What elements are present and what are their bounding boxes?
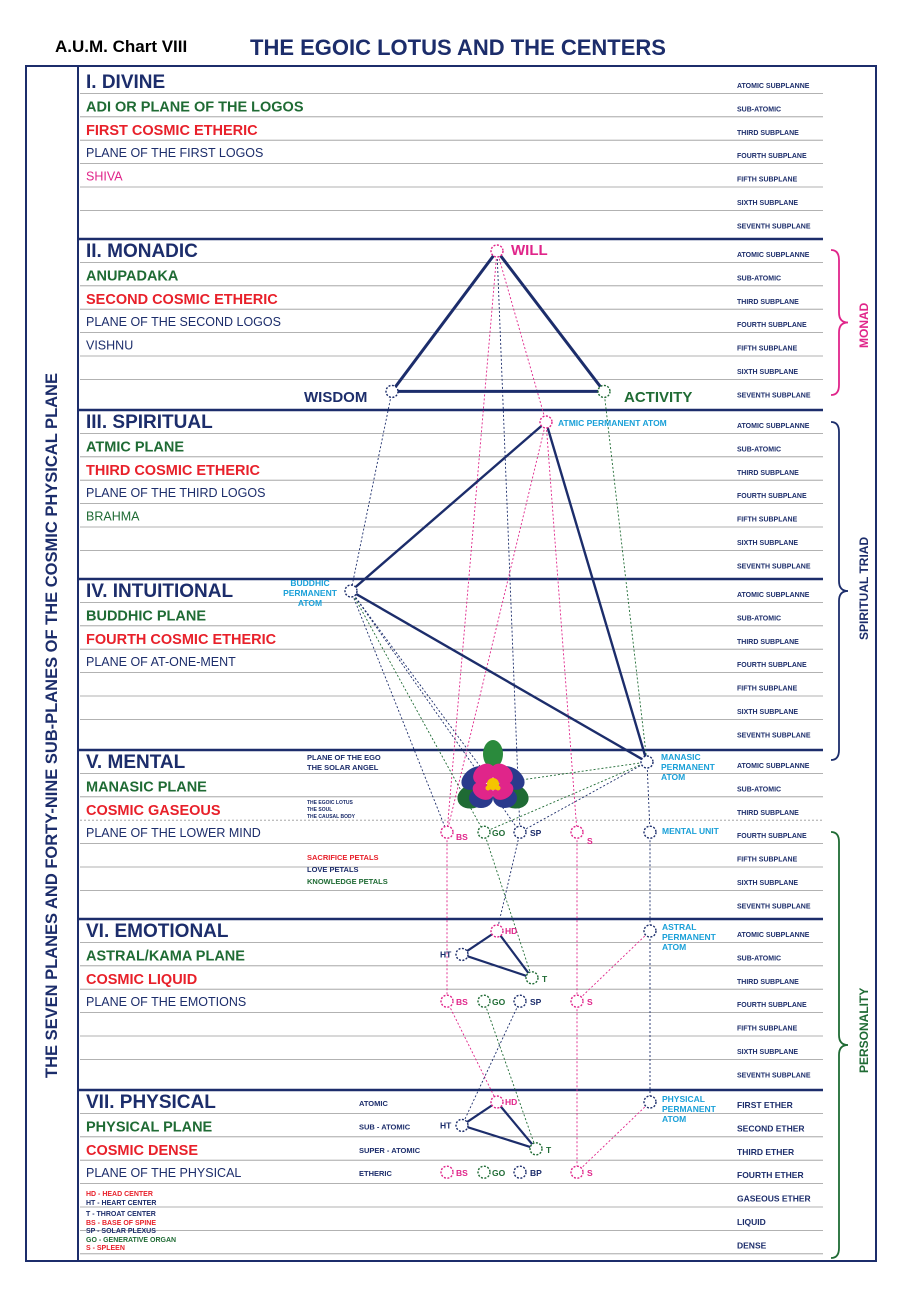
personality-bracket	[831, 832, 848, 1258]
plane-name: MANASIC PLANE	[86, 779, 207, 796]
generative-organ-center	[478, 995, 490, 1007]
petal-note: LOVE PETALS	[307, 865, 359, 874]
label-bs: BS	[456, 1168, 468, 1179]
subplane-label: SIXTH SUBPLANE	[737, 1049, 799, 1056]
connector-will-atmic	[497, 251, 546, 422]
subplane-label: FOURTH ETHER	[737, 1170, 804, 1181]
subplane-label: ATOMIC SUBPLANNE	[737, 83, 810, 90]
throat-center	[526, 972, 538, 984]
chart-title: THE EGOIC LOTUS AND THE CENTERS	[250, 35, 666, 60]
subplane-label: THIRD ETHER	[737, 1146, 795, 1157]
side-title: THE SEVEN PLANES AND FORTY-NINE SUB-PLANES OF THE COSMIC PHYSICAL PLANE	[43, 373, 61, 1078]
base-of-spine-center	[441, 1166, 453, 1178]
subplane-label: ATOMIC SUBPLANNE	[737, 932, 810, 939]
astral-atom-label: ASTRAL	[662, 922, 697, 932]
subplane-label: SUB-ATOMIC	[737, 446, 782, 454]
subplane-label: FOURTH SUBPLANE	[737, 493, 807, 501]
mental-s-center	[571, 826, 583, 838]
plane-name: BUDDHIC PLANE	[86, 608, 207, 625]
base-of-spine-center	[441, 995, 453, 1007]
lotus-note: THE CAUSAL BODY	[307, 814, 355, 820]
subplane-label: FIFTH SUBPLANE	[737, 856, 798, 864]
subplane-label: SECOND ETHER	[737, 1123, 805, 1134]
subplane-label: ATOMIC SUBPLANNE	[737, 252, 810, 259]
solar-plexus-center	[514, 1166, 526, 1178]
subplane-label: ATOMIC SUBPLANNE	[737, 763, 810, 770]
label-go: GO	[492, 997, 506, 1008]
subplane-label: GASEOUS ETHER	[737, 1193, 811, 1204]
monad-bracket	[831, 250, 848, 395]
label-t: T	[542, 973, 548, 984]
lotus-note: THE EGOIC LOTUS	[307, 800, 353, 806]
plane-description: PLANE OF THE FIRST LOGOS	[86, 146, 264, 161]
manasic-atom-label: PERMANENT	[661, 762, 715, 772]
subplane-label: SUB-ATOMIC	[737, 275, 782, 283]
subplane-label: ATOMIC SUBPLANNE	[737, 423, 810, 430]
head-center	[491, 925, 503, 937]
spleen-center	[571, 1166, 583, 1178]
plane-number-name: IV. INTUITIONAL	[86, 581, 234, 602]
emotional-centers-triangle	[462, 931, 532, 978]
plane-name: ANUPADAKA	[86, 268, 179, 285]
legend-item: HD - HEAD CENTER	[86, 1191, 153, 1198]
head-center	[491, 1096, 503, 1108]
plane-description: PLANE OF THE THIRD LOGOS	[86, 486, 266, 501]
label-t: T	[546, 1144, 552, 1155]
monad-label: MONAD	[857, 302, 871, 348]
label-s: S	[587, 1168, 593, 1179]
cosmic-plane: COSMIC LIQUID	[86, 971, 198, 988]
subplane-label: FIFTH SUBPLANE	[737, 1025, 798, 1033]
buddhic-atom-label: PERMANENT	[283, 588, 337, 598]
label-bs: BS	[456, 997, 468, 1008]
subplane-label: SEVENTH SUBPLANE	[737, 732, 811, 740]
subplane-label: SIXTH SUBPLANE	[737, 369, 799, 376]
subplane-label: FOURTH SUBPLANE	[737, 833, 807, 841]
subplane-label: THIRD SUBPLANE	[737, 469, 799, 477]
subplane-label: SIXTH SUBPLANE	[737, 540, 799, 547]
connector-activity-manasic	[604, 391, 647, 762]
physical-atom-label: ATOM	[662, 1114, 687, 1124]
subplane-label: FIFTH SUBPLANE	[737, 685, 798, 693]
legend-item: SP - SOLAR PLEXUS	[86, 1228, 156, 1235]
etheric-label: ETHERIC	[359, 1169, 392, 1179]
plane-description: PLANE OF THE EMOTIONS	[86, 995, 247, 1010]
cosmic-plane: THIRD COSMIC ETHERIC	[86, 462, 260, 479]
mental-unit-label: MENTAL UNIT	[662, 826, 719, 836]
plane-number-name: V. MENTAL	[86, 752, 186, 773]
physical-centers-triangle	[462, 1102, 536, 1149]
subplane-label: SEVENTH SUBPLANE	[737, 1072, 811, 1080]
plane-description: PLANE OF AT-ONE-MENT	[86, 655, 236, 670]
subplane-label: FOURTH SUBPLANE	[737, 153, 807, 161]
legend-item: S - SPLEEN	[86, 1245, 125, 1252]
cosmic-plane: COSMIC GASEOUS	[86, 802, 221, 819]
deity-name: VISHNU	[86, 338, 134, 353]
subplane-label: SEVENTH SUBPLANE	[737, 903, 811, 911]
throat-center	[530, 1143, 542, 1155]
subplane-label: THIRD SUBPLANE	[737, 638, 799, 646]
subplane-label: SIXTH SUBPLANE	[737, 200, 799, 207]
plane-number-name: VII. PHYSICAL	[86, 1092, 216, 1113]
wisdom-point	[386, 385, 398, 397]
etheric-label: SUB - ATOMIC	[359, 1122, 411, 1132]
subplane-label: FOURTH SUBPLANE	[737, 662, 807, 670]
mental-sp-center	[514, 826, 526, 838]
label-bs: BS	[456, 832, 468, 843]
label-sp: SP	[530, 997, 542, 1008]
spiritual-triad-label: SPIRITUAL TRIAD	[857, 536, 871, 640]
subplane-label: SUB-ATOMIC	[737, 615, 782, 623]
legend-item: GO - GENERATIVE ORGAN	[86, 1237, 177, 1244]
mental-bs-center	[441, 826, 453, 838]
plane-description: PLANE OF THE PHYSICAL	[86, 1166, 242, 1181]
deity-name: BRAHMA	[86, 509, 140, 524]
cosmic-plane: FIRST COSMIC ETHERIC	[86, 122, 258, 139]
etheric-label: SUPER - ATOMIC	[359, 1145, 421, 1155]
mental-go-center	[478, 826, 490, 838]
manasic-permanent-atom	[641, 756, 653, 768]
subplane-label: THIRD SUBPLANE	[737, 978, 799, 986]
plane-rows	[78, 93, 848, 1258]
plane-number-name: I. DIVINE	[86, 72, 166, 93]
cosmic-plane: FOURTH COSMIC ETHERIC	[86, 631, 277, 648]
atmic-atom-label: ATMIC PERMANENT ATOM	[558, 418, 667, 428]
astral-permanent-atom	[644, 925, 656, 937]
petal-note: SACRIFICE PETALS	[307, 853, 379, 862]
plane-name: ATMIC PLANE	[86, 439, 185, 456]
subplane-label: THIRD SUBPLANE	[737, 129, 799, 137]
label-hd: HD	[505, 1097, 518, 1107]
diagram-labels	[86, 72, 871, 1252]
plane-description: PLANE OF THE LOWER MIND	[86, 826, 261, 841]
label-ht: HT	[440, 949, 452, 960]
connector-mental-emotional-t	[484, 832, 532, 978]
subplane-label: FOURTH SUBPLANE	[737, 322, 807, 330]
buddhic-permanent-atom	[345, 585, 357, 597]
lotus-note: THE SOUL	[307, 807, 333, 813]
subplane-label: ATOMIC SUBPLANNE	[737, 592, 810, 599]
connector-buddhic-bs	[351, 591, 447, 832]
astral-atom-label: PERMANENT	[662, 932, 716, 942]
label-ht: HT	[440, 1120, 452, 1131]
petal-note: KNOWLEDGE PETALS	[307, 877, 388, 886]
legend-item: HT - HEART CENTER	[86, 1200, 157, 1207]
ego-note: PLANE OF THE EGO	[307, 753, 381, 762]
cosmic-plane: SECOND COSMIC ETHERIC	[86, 291, 278, 308]
mental-unit	[644, 826, 656, 838]
subplane-label: SUB-ATOMIC	[737, 106, 782, 114]
etheric-label: ATOMIC	[359, 1099, 388, 1108]
subplane-label: THIRD SUBPLANE	[737, 809, 799, 817]
physical-atom-label: PHYSICAL	[662, 1094, 705, 1104]
personality-label: PERSONALITY	[857, 987, 871, 1073]
deity-name: SHIVA	[86, 169, 123, 184]
subplane-label: SEVENTH SUBPLANE	[737, 392, 811, 400]
physical-atom-label: PERMANENT	[662, 1104, 716, 1114]
legend-item: T - THROAT CENTER	[86, 1211, 156, 1218]
label-go: GO	[492, 1168, 506, 1179]
plane-name: ASTRAL/KAMA PLANE	[86, 948, 245, 965]
subplane-label: THIRD SUBPLANE	[737, 298, 799, 306]
heart-center	[456, 948, 468, 960]
will-point	[491, 245, 503, 257]
plane-number-name: VI. EMOTIONAL	[86, 921, 229, 942]
buddhic-atom-label: ATOM	[297, 598, 323, 608]
subplane-label: LIQUID	[737, 1217, 766, 1227]
spiritual-triad-bracket	[831, 422, 848, 760]
subplane-label: SEVENTH SUBPLANE	[737, 563, 811, 571]
legend-item: BS - BASE OF SPINE	[86, 1220, 157, 1227]
generative-organ-center	[478, 1166, 490, 1178]
label-go: GO	[492, 828, 506, 839]
subplane-label: SUB-ATOMIC	[737, 786, 782, 794]
subplane-label: SEVENTH SUBPLANE	[737, 223, 811, 231]
plane-description: PLANE OF THE SECOND LOGOS	[86, 315, 281, 330]
manasic-atom-label: ATOM	[661, 772, 686, 782]
plane-name: PHYSICAL PLANE	[86, 1119, 213, 1136]
subplane-label: FIFTH SUBPLANE	[737, 176, 798, 184]
physical-permanent-atom	[644, 1096, 656, 1108]
chart-id: A.U.M. Chart VIII	[55, 37, 188, 56]
label-s: S	[587, 836, 593, 847]
subplane-label: FIRST ETHER	[737, 1100, 793, 1110]
connector-atmic-s	[546, 422, 577, 832]
plane-name: ADI OR PLANE OF THE LOGOS	[86, 99, 304, 116]
heart-center	[456, 1119, 468, 1131]
astral-atom-label: ATOM	[662, 942, 687, 952]
subplane-label: SIXTH SUBPLANE	[737, 709, 799, 716]
label-bp: BP	[530, 1168, 542, 1179]
spiritual-triad-triangle	[351, 422, 647, 762]
subplane-label: FIFTH SUBPLANE	[737, 516, 798, 524]
wisdom-label: WISDOM	[304, 389, 368, 406]
activity-point	[598, 385, 610, 397]
ego-note: THE SOLAR ANGEL	[307, 763, 379, 772]
spleen-center	[571, 995, 583, 1007]
subplane-label: SUB-ATOMIC	[737, 955, 782, 963]
solar-plexus-center	[514, 995, 526, 1007]
subplane-label: SIXTH SUBPLANE	[737, 880, 799, 887]
label-hd: HD	[505, 926, 518, 936]
subplane-label: FIFTH SUBPLANE	[737, 345, 798, 353]
atmic-permanent-atom	[540, 416, 552, 428]
subplane-label: FOURTH SUBPLANE	[737, 1002, 807, 1010]
cosmic-plane: COSMIC DENSE	[86, 1142, 198, 1159]
plane-number-name: III. SPIRITUAL	[86, 412, 213, 433]
activity-label: ACTIVITY	[624, 389, 693, 406]
manasic-atom-label: MANASIC	[661, 752, 701, 762]
label-s: S	[587, 997, 593, 1008]
buddhic-atom-label: BUDDHIC	[290, 578, 330, 588]
subplane-label: DENSE	[737, 1240, 767, 1251]
label-sp: SP	[530, 828, 542, 839]
will-label: WILL	[511, 242, 548, 259]
plane-number-name: II. MONADIC	[86, 241, 198, 262]
